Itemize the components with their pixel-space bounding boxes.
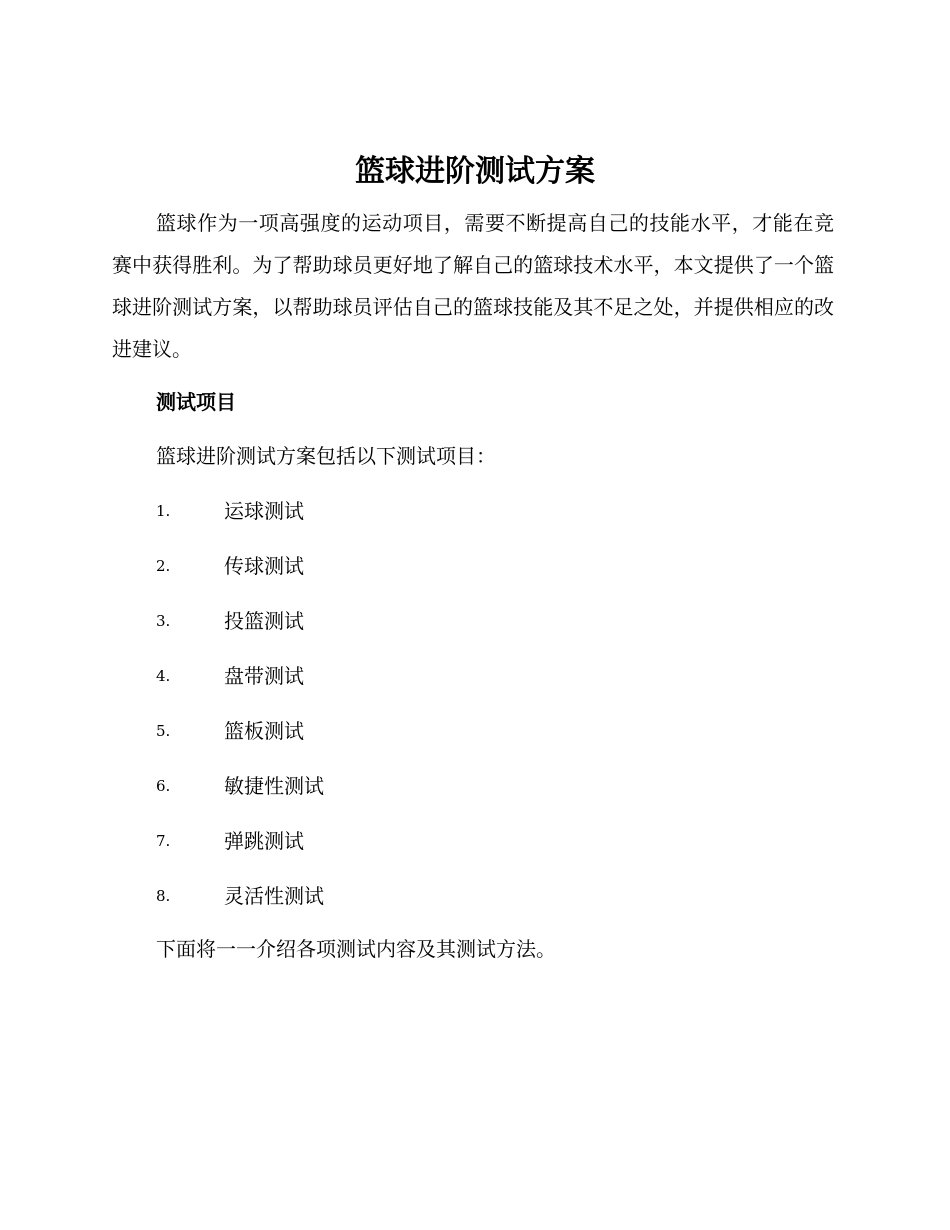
list-item-label: 投篮测试: [224, 609, 304, 633]
list-item-number: 4.: [156, 667, 171, 685]
document-title: 篮球进阶测试方案: [355, 154, 595, 189]
list-item-label: 盘带测试: [224, 664, 304, 688]
list-item-number: 5.: [156, 722, 171, 740]
list-item-label: 传球测试: [224, 554, 304, 578]
list-item-label: 灵活性测试: [224, 884, 324, 908]
intro-paragraph: 篮球作为一项高强度的运动项目，需要不断提高自己的技能水平，才能在竞赛中获得胜利。为了帮助球员更好地了解自己的篮球技术水平，本文提供了一个篮球进阶测试方案，以帮助球员评估自己的篮球技能及其不足之处，并提供相应的改进建议。: [112, 211, 834, 361]
list-item-number: 6.: [156, 777, 171, 795]
list-item-label: 敏捷性测试: [224, 774, 324, 798]
list-item-number: 2.: [156, 557, 171, 575]
list-item-label: 篮板测试: [224, 719, 304, 743]
section-heading: 测试项目: [156, 390, 236, 414]
list-item-number: 8.: [156, 887, 171, 905]
list-item-number: 7.: [156, 832, 171, 850]
list-item-number: 3.: [156, 612, 171, 630]
closing-paragraph: 下面将一一介绍各项测试内容及其测试方法。: [156, 937, 556, 961]
list-item-label: 弹跳测试: [224, 829, 304, 853]
list-item-number: 1.: [156, 502, 171, 520]
section-lead-text: 篮球进阶测试方案包括以下测试项目：: [156, 444, 496, 468]
list-item-label: 运球测试: [224, 499, 304, 523]
